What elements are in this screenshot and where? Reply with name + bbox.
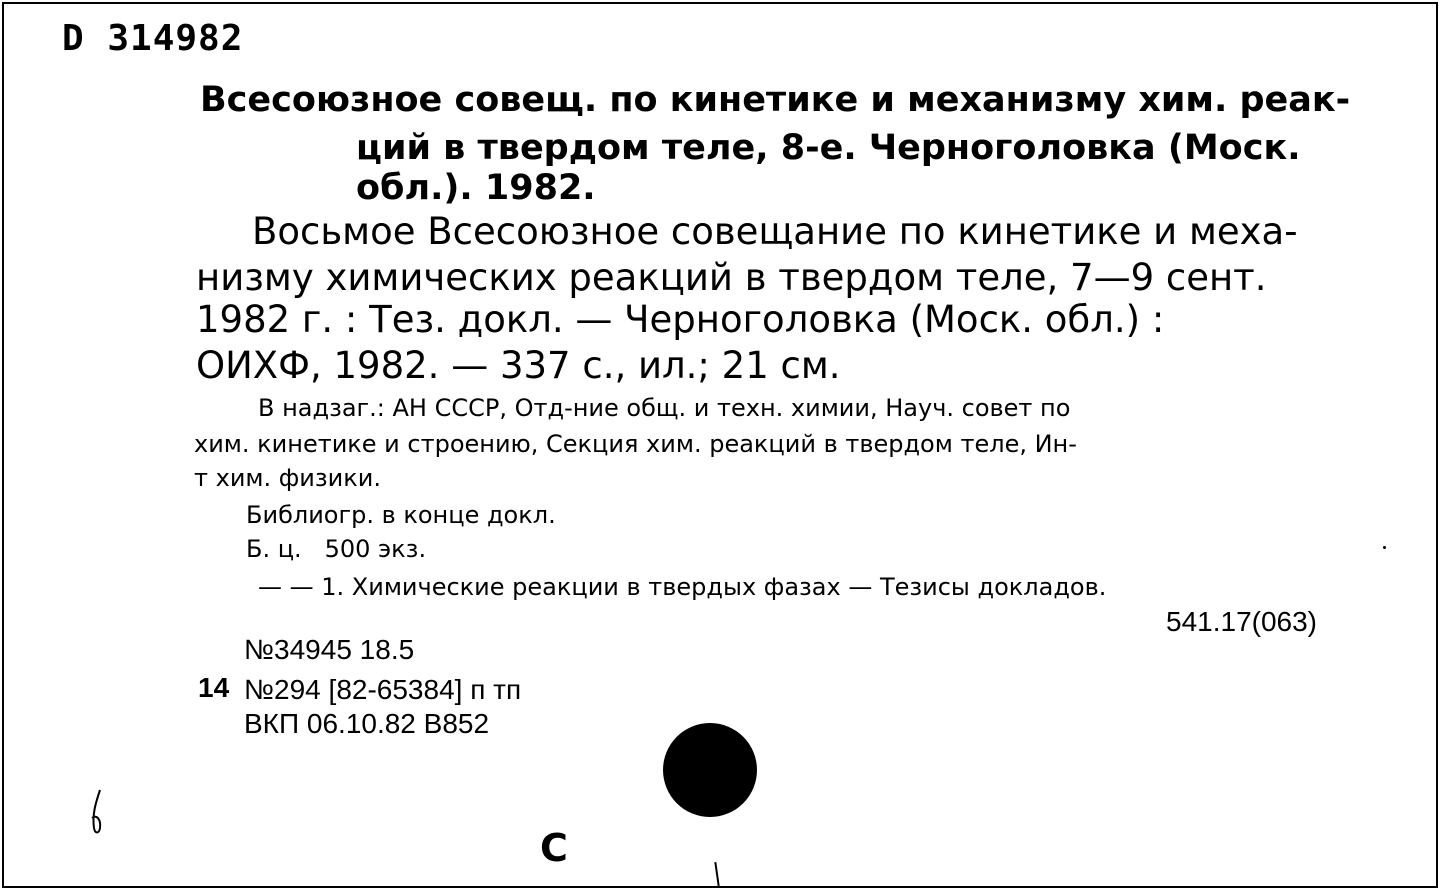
title-line-1: Восьмое Всесоюзное совещание по кинетике и меха- (252, 210, 1298, 253)
ink-speck (1383, 546, 1386, 549)
note-line-1: В надзаг.: АН СССР, Отд-ние общ. и техн. химии, Науч. совет по (258, 394, 1071, 422)
registry-date: ВКП 06.10.82 В852 (244, 708, 490, 739)
handwritten-mark (86, 788, 110, 838)
subject-heading: — — 1. Химические реакции в твердых фазах — Тезисы докладов. (258, 573, 1107, 601)
note-line-3: т хим. физики. (194, 464, 381, 492)
number-prefix: 14 (198, 672, 230, 703)
order-number: №34945 18.5 (244, 634, 415, 665)
note-line-2: хим. кинетике и строению, Секция хим. реакций в твердом теле, Ин- (194, 430, 1077, 458)
title-line-3: 1982 г. : Тез. докл. — Черноголовка (Моск. обл.) : (196, 298, 1165, 341)
heading-line-3: обл.). 1982. (356, 168, 596, 208)
registry-number: №294 [82-65384] п тп (244, 674, 522, 705)
udc-index: 541.17(063) (1166, 606, 1318, 637)
bibliography-note: Библиогр. в конце докл. (246, 501, 556, 529)
heading-line-1: Всесоюзное совещ. по кинетике и механизму хим. реак- (200, 80, 1351, 120)
punch-hole (663, 723, 757, 817)
heading-line-2: ций в твердом теле, 8-е. Черноголовка (Моск. (356, 128, 1301, 168)
title-line-2: низму химических реакций в твердом теле, 7—9 сент. (196, 256, 1267, 299)
title-line-4: ОИХФ, 1982. — 337 с., ил.; 21 см. (196, 344, 841, 387)
card-stamp-number: D 314982 (62, 18, 244, 59)
price-and-run: Б. ц. 500 экз. (246, 535, 427, 563)
letter-mark: С (540, 826, 568, 870)
